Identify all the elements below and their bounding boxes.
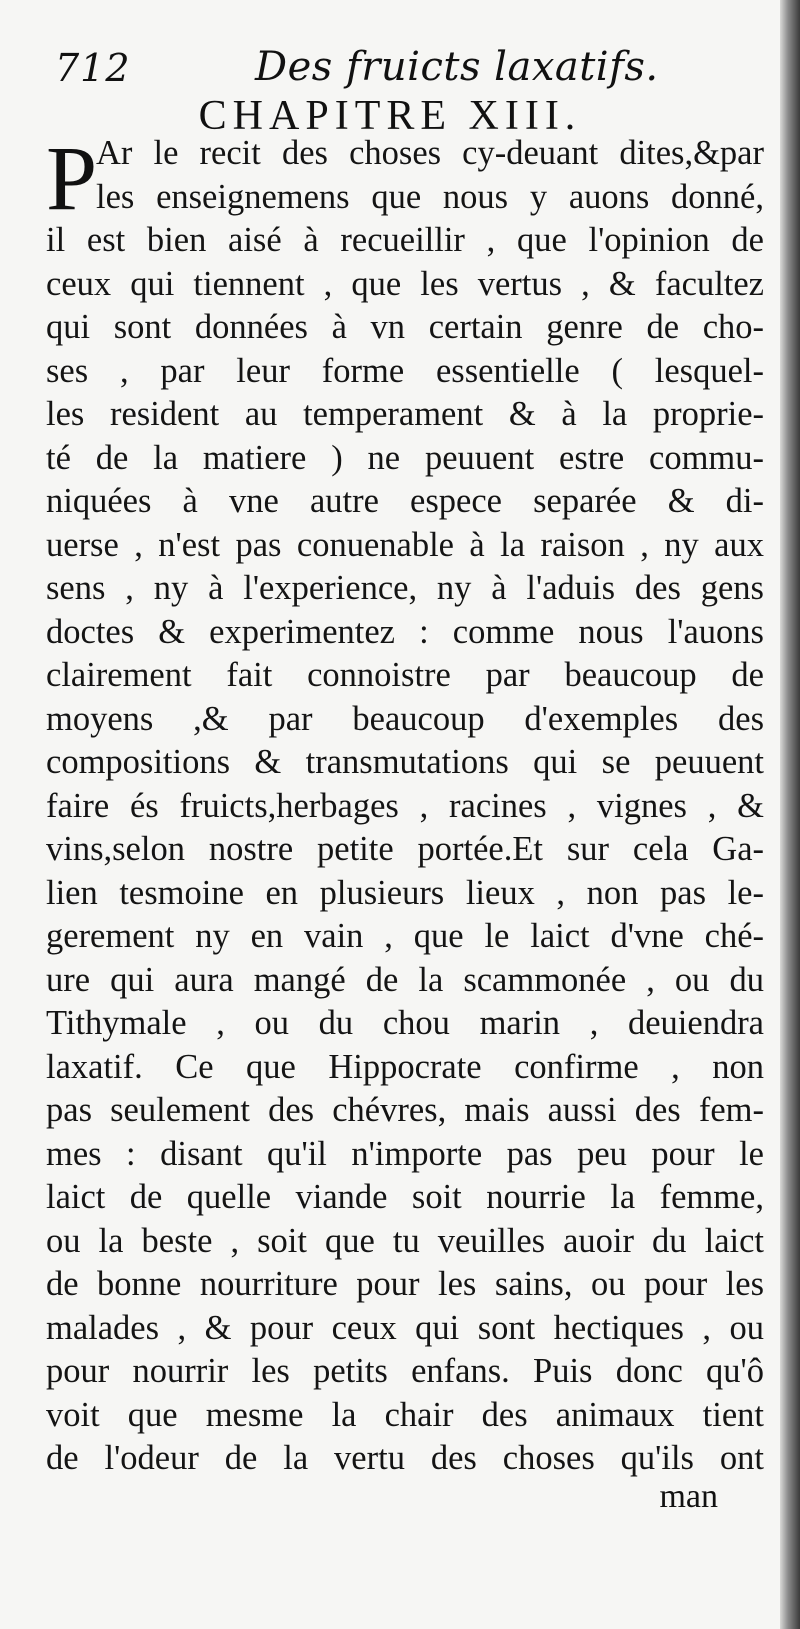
text-line: les enseignemens que nous y auons donné,: [96, 177, 764, 216]
text-line: gerement ny en vain , que le laict d'vne ché-: [46, 917, 764, 955]
text-line: moyens ,& par beaucoup d'exemples des: [46, 699, 764, 738]
text-line: lien tesmoine en plusieurs lieux , non pas le-: [46, 873, 764, 912]
running-title: Des fruicts laxatifs.: [255, 44, 659, 90]
text-line: té de la matiere ) ne peuuent estre commu-: [46, 438, 764, 477]
text-line: Tithymale , ou du chou marin , deuiendra: [46, 1004, 764, 1042]
text-line: de bonne nourriture pour les sains, ou pour les: [46, 1265, 764, 1303]
text-line: sens , ny à l'experience, ny à l'aduis des gens: [46, 569, 764, 607]
text-line: Ar le recit des choses cy-deuant dites,&par: [96, 134, 764, 172]
text-line: uerse , n'est pas conuenable à la raison , ny aux: [46, 525, 764, 564]
text-line: mes : disant qu'il n'importe pas peu pour le: [46, 1134, 764, 1173]
text-line: de l'odeur de la vertu des choses qu'ils ont: [46, 1439, 764, 1477]
text-line: doctes & experimentez : comme nous l'auons: [46, 612, 764, 651]
text-line: clairement fait connoistre par beaucoup de: [46, 656, 764, 694]
chapter-heading: CHAPITRE XIII.: [198, 93, 582, 139]
text-line: compositions & transmutations qui se peuuent: [46, 743, 764, 781]
text-line: qui sont données à vn certain genre de cho-: [46, 308, 764, 346]
text-line: malades , & pour ceux qui sont hectiques , ou: [46, 1308, 764, 1347]
text-line: les resident au temperament & à la proprie-: [46, 395, 764, 433]
text-line: niquées à vne autre espece separée & di-: [46, 482, 764, 520]
drop-cap-initial: P: [46, 127, 98, 229]
text-line: faire és fruicts,herbages , racines , vignes , &: [46, 786, 764, 825]
text-line: vins,selon nostre petite portée.Et sur cela Ga-: [46, 830, 764, 868]
text-line: ceux qui tiennent , que les vertus , & facultez: [46, 264, 764, 303]
text-line: ses , par leur forme essentielle ( lesquel-: [46, 351, 764, 390]
text-line: ou la beste , soit que tu veuilles auoir du laict: [46, 1221, 764, 1260]
running-head: [55, 40, 755, 96]
text-line: pas seulement des chévres, mais aussi des fem-: [46, 1091, 764, 1129]
text-line: ure qui aura mangé de la scammonée , ou du: [46, 960, 764, 999]
text-line: voit que mesme la chair des animaux tient: [46, 1395, 764, 1434]
body-text: [46, 127, 764, 1481]
text-line: laxatif. Ce que Hippocrate confirme , non: [46, 1047, 764, 1086]
text-line: pour nourrir les petits enfans. Puis donc qu'ô: [46, 1352, 764, 1390]
text-line: il est bien aisé à recueillir , que l'opinion de: [46, 221, 764, 259]
catchword: man: [659, 1478, 718, 1515]
page-number: 712: [55, 46, 131, 90]
page-edge: [780, 0, 800, 1629]
text-line: laict de quelle viande soit nourrie la femme,: [46, 1178, 764, 1216]
